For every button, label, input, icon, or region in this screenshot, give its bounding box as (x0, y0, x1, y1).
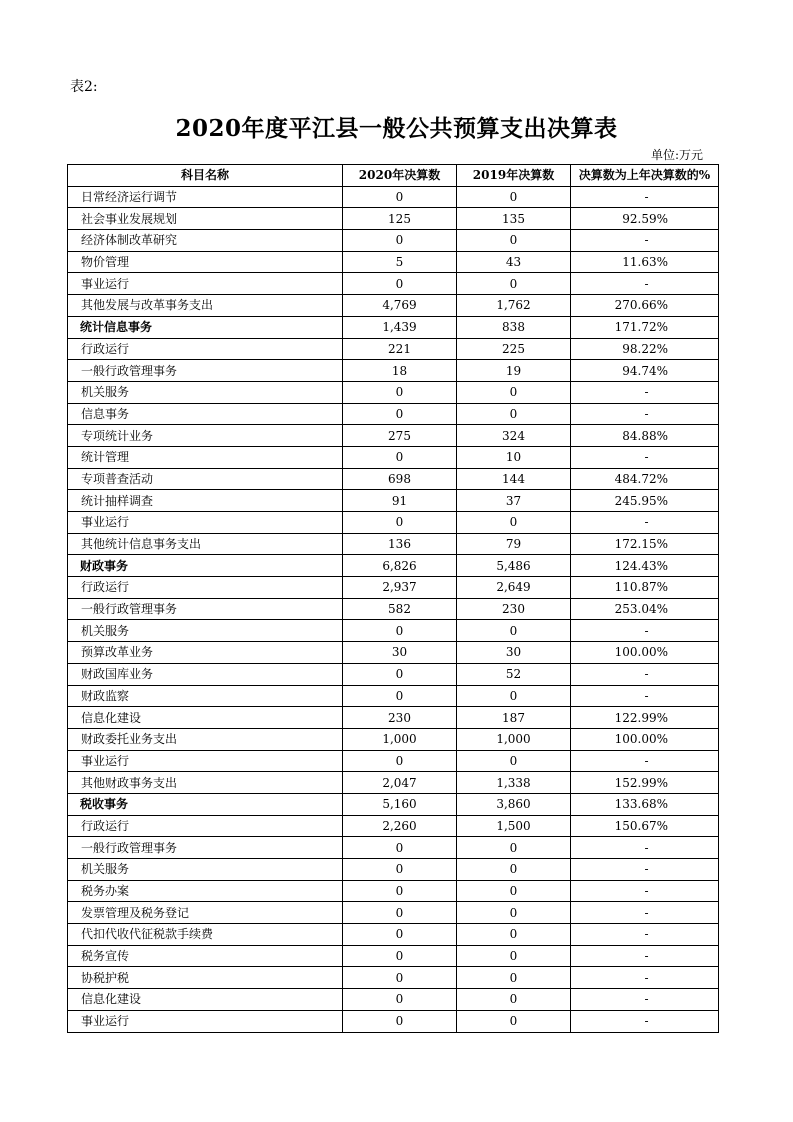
value-2019-cell: 0 (457, 859, 571, 881)
value-2020-cell: 0 (343, 880, 457, 902)
ratio-cell: 171.72% (571, 316, 719, 338)
subject-name-cell: 其他发展与改革事务支出 (68, 295, 343, 317)
subject-name-cell: 专项普查活动 (68, 468, 343, 490)
subject-name-cell: 其他财政事务支出 (68, 772, 343, 794)
value-2020-cell: 0 (343, 230, 457, 252)
value-2020-cell: 0 (343, 945, 457, 967)
value-2020-cell: 0 (343, 750, 457, 772)
table-row (68, 620, 719, 642)
subject-name-cell: 行政运行 (68, 338, 343, 360)
subject-name-cell: 信息化建设 (68, 707, 343, 729)
subject-name-cell: 统计抽样调查 (68, 490, 343, 512)
value-2019-cell: 79 (457, 533, 571, 555)
ratio-cell: 98.22% (571, 338, 719, 360)
subject-name-cell: 一般行政管理事务 (68, 360, 343, 382)
table-row (68, 251, 719, 273)
value-2019-cell: 187 (457, 707, 571, 729)
value-2020-cell: 0 (343, 902, 457, 924)
value-2019-cell: 838 (457, 316, 571, 338)
subject-name-cell: 专项统计业务 (68, 425, 343, 447)
value-2020-cell: 4,769 (343, 295, 457, 317)
value-2020-cell: 0 (343, 620, 457, 642)
subject-name-cell: 税务宣传 (68, 945, 343, 967)
ratio-cell: 150.67% (571, 815, 719, 837)
subject-name-cell: 事业运行 (68, 1010, 343, 1032)
value-2020-cell: 1,439 (343, 316, 457, 338)
ratio-cell: - (571, 403, 719, 425)
value-2019-cell: 0 (457, 880, 571, 902)
table-row (68, 880, 719, 902)
subject-name-cell: 统计管理 (68, 446, 343, 468)
subject-name-cell: 机关服务 (68, 620, 343, 642)
ratio-cell: - (571, 446, 719, 468)
table-row (68, 1010, 719, 1032)
ratio-cell: 11.63% (571, 251, 719, 273)
subject-name-cell: 事业运行 (68, 512, 343, 534)
table-row (68, 902, 719, 924)
value-2020-cell: 0 (343, 1010, 457, 1032)
ratio-cell: 124.43% (571, 555, 719, 577)
value-2020-cell: 30 (343, 642, 457, 664)
ratio-cell: 253.04% (571, 598, 719, 620)
subject-name-cell: 代扣代收代征税款手续费 (68, 924, 343, 946)
value-2019-cell: 0 (457, 750, 571, 772)
subject-name-cell: 行政运行 (68, 577, 343, 599)
value-2020-cell: 125 (343, 208, 457, 230)
table-row (68, 295, 719, 317)
ratio-cell: 152.99% (571, 772, 719, 794)
value-2019-cell: 0 (457, 989, 571, 1011)
table-row (68, 186, 719, 208)
value-2019-cell: 225 (457, 338, 571, 360)
ratio-cell: 133.68% (571, 793, 719, 815)
ratio-cell: 122.99% (571, 707, 719, 729)
value-2020-cell: 0 (343, 837, 457, 859)
subject-name-cell: 事业运行 (68, 750, 343, 772)
table-row (68, 403, 719, 425)
value-2019-cell: 144 (457, 468, 571, 490)
ratio-cell: - (571, 750, 719, 772)
ratio-cell: - (571, 230, 719, 252)
ratio-cell: - (571, 924, 719, 946)
header-row (68, 165, 719, 187)
ratio-cell: - (571, 945, 719, 967)
value-2019-cell: 10 (457, 446, 571, 468)
value-2020-cell: 0 (343, 273, 457, 295)
ratio-cell: - (571, 273, 719, 295)
value-2019-cell: 1,000 (457, 728, 571, 750)
value-2019-cell: 2,649 (457, 577, 571, 599)
subject-name-cell: 机关服务 (68, 859, 343, 881)
table-row (68, 945, 719, 967)
value-2020-cell: 0 (343, 989, 457, 1011)
table-row (68, 360, 719, 382)
value-2020-cell: 275 (343, 425, 457, 447)
ratio-cell: 84.88% (571, 425, 719, 447)
table-row (68, 381, 719, 403)
ratio-cell: - (571, 859, 719, 881)
subject-name-cell: 其他统计信息事务支出 (68, 533, 343, 555)
table-row (68, 598, 719, 620)
value-2019-cell: 0 (457, 1010, 571, 1032)
ratio-cell: 100.00% (571, 642, 719, 664)
table-row (68, 967, 719, 989)
value-2019-cell: 5,486 (457, 555, 571, 577)
ratio-cell: 270.66% (571, 295, 719, 317)
ratio-cell: - (571, 1010, 719, 1032)
value-2020-cell: 0 (343, 512, 457, 534)
value-2019-cell: 135 (457, 208, 571, 230)
table-row (68, 446, 719, 468)
value-2020-cell: 0 (343, 924, 457, 946)
value-2019-cell: 0 (457, 945, 571, 967)
value-2020-cell: 0 (343, 663, 457, 685)
ratio-cell: 245.95% (571, 490, 719, 512)
value-2020-cell: 582 (343, 598, 457, 620)
subject-name-cell: 税收事务 (68, 793, 343, 815)
value-2019-cell: 0 (457, 924, 571, 946)
value-2019-cell: 1,338 (457, 772, 571, 794)
value-2019-cell: 0 (457, 685, 571, 707)
ratio-cell: 110.87% (571, 577, 719, 599)
ratio-cell: - (571, 685, 719, 707)
value-2020-cell: 0 (343, 446, 457, 468)
ratio-cell: 92.59% (571, 208, 719, 230)
value-2020-cell: 2,937 (343, 577, 457, 599)
page-title: 2020年度平江县一般公共预算支出决算表 (175, 115, 618, 142)
ratio-cell: 172.15% (571, 533, 719, 555)
budget-table (67, 164, 719, 1033)
value-2020-cell: 2,260 (343, 815, 457, 837)
value-2019-cell: 0 (457, 620, 571, 642)
value-2019-cell: 1,762 (457, 295, 571, 317)
value-2020-cell: 0 (343, 967, 457, 989)
ratio-cell: 100.00% (571, 728, 719, 750)
table-row (68, 512, 719, 534)
subject-name-cell: 信息事务 (68, 403, 343, 425)
header-subject-name: 科目名称 (68, 165, 343, 187)
table-row (68, 685, 719, 707)
value-2020-cell: 18 (343, 360, 457, 382)
header-2020-final: 2020年决算数 (343, 165, 457, 187)
subject-name-cell: 信息化建设 (68, 989, 343, 1011)
subject-name-cell: 一般行政管理事务 (68, 837, 343, 859)
category-row (68, 316, 719, 338)
value-2019-cell: 0 (457, 967, 571, 989)
subject-name-cell: 税务办案 (68, 880, 343, 902)
table-row (68, 707, 719, 729)
subject-name-cell: 财政国库业务 (68, 663, 343, 685)
header-2019-final: 2019年决算数 (457, 165, 571, 187)
table-number-label: 表2: (70, 79, 98, 95)
value-2020-cell: 0 (343, 685, 457, 707)
value-2020-cell: 2,047 (343, 772, 457, 794)
subject-name-cell: 一般行政管理事务 (68, 598, 343, 620)
value-2019-cell: 52 (457, 663, 571, 685)
table-header (68, 165, 719, 187)
value-2020-cell: 1,000 (343, 728, 457, 750)
table-row (68, 837, 719, 859)
value-2019-cell: 1,500 (457, 815, 571, 837)
value-2020-cell: 0 (343, 186, 457, 208)
subject-name-cell: 发票管理及税务登记 (68, 902, 343, 924)
value-2020-cell: 230 (343, 707, 457, 729)
table-row (68, 425, 719, 447)
table-row (68, 924, 719, 946)
subject-name-cell: 协税护税 (68, 967, 343, 989)
subject-name-cell: 财政委托业务支出 (68, 728, 343, 750)
value-2020-cell: 5 (343, 251, 457, 273)
value-2020-cell: 6,826 (343, 555, 457, 577)
value-2020-cell: 221 (343, 338, 457, 360)
value-2019-cell: 230 (457, 598, 571, 620)
table-row (68, 230, 719, 252)
table-row (68, 642, 719, 664)
subject-name-cell: 事业运行 (68, 273, 343, 295)
ratio-cell: - (571, 620, 719, 642)
ratio-cell: - (571, 381, 719, 403)
ratio-cell: - (571, 902, 719, 924)
value-2019-cell: 43 (457, 251, 571, 273)
subject-name-cell: 日常经济运行调节 (68, 186, 343, 208)
ratio-cell: 94.74% (571, 360, 719, 382)
subject-name-cell: 经济体制改革研究 (68, 230, 343, 252)
subject-name-cell: 机关服务 (68, 381, 343, 403)
value-2019-cell: 19 (457, 360, 571, 382)
ratio-cell: - (571, 837, 719, 859)
table-row (68, 490, 719, 512)
ratio-cell: - (571, 186, 719, 208)
value-2020-cell: 0 (343, 403, 457, 425)
table-row (68, 989, 719, 1011)
value-2020-cell: 698 (343, 468, 457, 490)
table-row (68, 815, 719, 837)
category-row (68, 555, 719, 577)
ratio-cell: - (571, 880, 719, 902)
value-2019-cell: 30 (457, 642, 571, 664)
table-row (68, 859, 719, 881)
unit-label: 单位:万元 (651, 148, 704, 162)
table-row (68, 750, 719, 772)
subject-name-cell: 行政运行 (68, 815, 343, 837)
value-2019-cell: 0 (457, 186, 571, 208)
subject-name-cell: 物价管理 (68, 251, 343, 273)
table-row (68, 208, 719, 230)
value-2019-cell: 0 (457, 273, 571, 295)
ratio-cell: - (571, 989, 719, 1011)
value-2019-cell: 0 (457, 381, 571, 403)
table-row (68, 338, 719, 360)
value-2019-cell: 0 (457, 902, 571, 924)
value-2020-cell: 0 (343, 859, 457, 881)
value-2019-cell: 3,860 (457, 793, 571, 815)
ratio-cell: - (571, 663, 719, 685)
table-row (68, 577, 719, 599)
table-body (68, 186, 719, 1032)
value-2020-cell: 91 (343, 490, 457, 512)
value-2020-cell: 136 (343, 533, 457, 555)
value-2019-cell: 0 (457, 403, 571, 425)
value-2019-cell: 0 (457, 837, 571, 859)
subject-name-cell: 预算改革业务 (68, 642, 343, 664)
ratio-cell: - (571, 967, 719, 989)
value-2019-cell: 37 (457, 490, 571, 512)
ratio-cell: 484.72% (571, 468, 719, 490)
value-2019-cell: 0 (457, 512, 571, 534)
table-row (68, 663, 719, 685)
subject-name-cell: 财政监察 (68, 685, 343, 707)
table-row (68, 468, 719, 490)
subject-name-cell: 财政事务 (68, 555, 343, 577)
table-row (68, 273, 719, 295)
ratio-cell: - (571, 512, 719, 534)
value-2019-cell: 324 (457, 425, 571, 447)
table-row (68, 772, 719, 794)
value-2020-cell: 5,160 (343, 793, 457, 815)
table-row (68, 728, 719, 750)
header-ratio: 决算数为上年决算数的% (571, 165, 719, 187)
category-row (68, 793, 719, 815)
table-row (68, 533, 719, 555)
value-2019-cell: 0 (457, 230, 571, 252)
subject-name-cell: 统计信息事务 (68, 316, 343, 338)
value-2020-cell: 0 (343, 381, 457, 403)
subject-name-cell: 社会事业发展规划 (68, 208, 343, 230)
